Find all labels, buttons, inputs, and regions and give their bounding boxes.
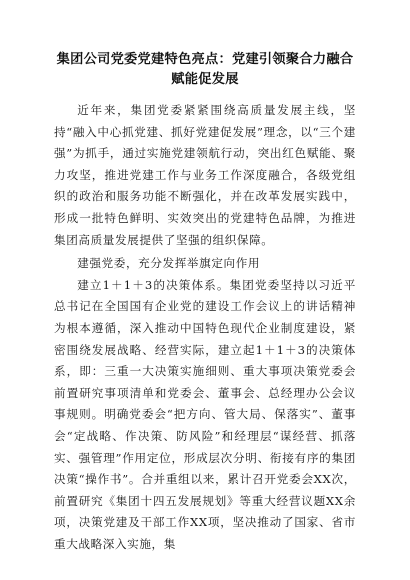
document-title: 集团公司党委党建特色亮点：党建引领聚合力融合赋能促发展: [56, 52, 354, 87]
document-body: [54, 100, 356, 555]
section-paragraph: 建立1＋1＋3的决策体系。集团党委坚持以习近平总书记在全国国有企业党的建设工作会议上的讲话精神为根本遵循，深入推动中国特色现代企业制度建设，紧密围绕发展战略、经营实际，建立起1＋1＋3的决策体系，即：三重一大决策实施细则、重大事项决策党委会前置研究事项清单和党委会、董事会、总经理办公会议事规则。明确党委会“把方向、管大局、保落实”、董事会“定战略、作决策、防风险”和经理层“谋经营、抓落实、强管理”作用定位，形成层次分明、衔接有序的集团决策“操作书”。合并重组以来，累计召开党委会XX次，前置研究《集团十四五发展规划》等重大经营议题XX余项，决策党建及干部工作XX项，坚决推动了国家、省市重大战略深入实施，集: [54, 277, 356, 551]
intro-paragraph: 近年来，集团党委紧紧围绕高质量发展主线，坚持“融入中心抓党建、抓好党建促发展”理念，以“三个建强”为抓手，通过实施党建领航行动，突出红色赋能、聚力攻坚，推进党建工作与业务工作深度融合，各级党组织的政治和服务功能不断强化，并在改革发展实践中，形成一批特色鲜明、实效突出的党建特色品牌，为推进集团高质量发展提供了坚强的组织保障。: [54, 103, 356, 247]
section-heading: 建强党委，充分发挥举旗定向作用: [77, 256, 261, 271]
